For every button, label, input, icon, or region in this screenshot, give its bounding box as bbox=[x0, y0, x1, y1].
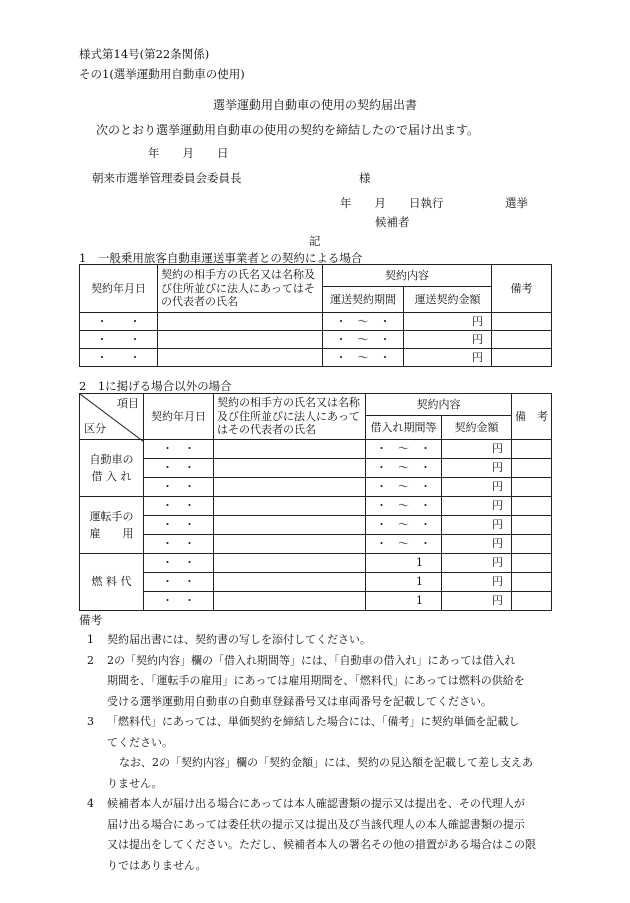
s2-col-note: 備 考 bbox=[512, 394, 552, 440]
s2-period-cell[interactable]: ・ ～ ・ bbox=[366, 535, 442, 554]
table-row bbox=[80, 331, 552, 349]
s2-date-cell[interactable]: ・ ・ bbox=[144, 478, 214, 497]
table-row bbox=[80, 313, 552, 331]
s2-note-cell[interactable] bbox=[512, 478, 552, 497]
note-3: 3 「燃料代」にあっては、単価契約を締結した場合には、「備考」に契約単価を記載し てください。 なお、2の「契約内容」欄の「契約金額」には、契約の見込額を記載して差し支えあ りません。 bbox=[87, 715, 533, 790]
note-1: 1 契約届出書には、契約書の写しを添付してください。 bbox=[87, 633, 371, 646]
page-title: 選挙運動用自動車の使用の契約届出書 bbox=[212, 98, 417, 112]
section2-heading: 2 1に掲げる場合以外の場合 bbox=[79, 379, 232, 393]
note-4: 4 候補者本人が届け出る場合にあっては本人確認書類の提示又は提出を、その代理人が 届け出る場合にあっては委任状の提示又は提出及び当該代理人の本人確認書類の提示 又は提出をしてください。ただし、候補者本人の署名その他の措置がある場合はこの限 りではありません。 bbox=[87, 797, 536, 872]
s2-date-cell[interactable]: ・ ・ bbox=[144, 535, 214, 554]
form-subtitle: その1(選挙運動用自動車の使用) bbox=[79, 67, 245, 81]
s1-date-cell[interactable]: ・ ・ bbox=[80, 331, 158, 349]
s2-amount-cell[interactable]: 円 bbox=[442, 573, 512, 592]
note-2: 2 2の「契約内容」欄の「借入れ期間等」には、「自動車の借入れ」にあっては借入れ 期間を、「運転手の雇用」にあっては雇用期間を、「燃料代」にあっては燃料の供給を 受ける選挙運動用自動車の自動車登録番号又は車両番号を記載してください。 bbox=[87, 653, 525, 708]
s1-amount-cell[interactable]: 円 bbox=[404, 331, 492, 349]
s1-col-note: 備考 bbox=[492, 265, 552, 313]
s1-amount-cell[interactable]: 円 bbox=[404, 313, 492, 331]
s2-amount-cell[interactable]: 円 bbox=[442, 440, 512, 459]
s2-col-period: 借入れ期間等 bbox=[366, 416, 442, 440]
table-row bbox=[80, 573, 552, 592]
s2-amount-cell[interactable]: 円 bbox=[442, 554, 512, 573]
honorific: 様 bbox=[359, 171, 371, 185]
s2-note-cell[interactable] bbox=[512, 516, 552, 535]
table-row bbox=[80, 478, 552, 497]
s2-period-cell[interactable]: ・ ～ ・ bbox=[366, 459, 442, 478]
form-number: 様式第14号(第22条関係) bbox=[79, 47, 210, 61]
submission-date: 年 月 日 bbox=[148, 146, 229, 160]
table-row bbox=[80, 459, 552, 478]
table-row bbox=[80, 497, 552, 516]
s2-date-cell[interactable]: ・ ・ bbox=[144, 516, 214, 535]
s1-col-content: 契約内容 bbox=[323, 265, 492, 287]
election-label: 選挙 bbox=[505, 196, 528, 210]
s2-date-cell[interactable]: ・ ・ bbox=[144, 497, 214, 516]
section1-heading: 1 一般乗用旅客自動車運送事業者との契約による場合 bbox=[79, 251, 363, 265]
s1-col-party: 契約の相手方の氏名又は名称及び住所並びに法人にあってはその代表者の氏名 bbox=[158, 265, 323, 313]
s2-date-cell[interactable]: ・ ・ bbox=[144, 573, 214, 592]
s2-amount-cell[interactable]: 円 bbox=[442, 535, 512, 554]
s2-party-cell[interactable] bbox=[214, 535, 366, 554]
s1-col-period: 運送契約期間 bbox=[323, 287, 404, 313]
s2-amount-cell[interactable]: 円 bbox=[442, 459, 512, 478]
s2-party-cell[interactable] bbox=[214, 459, 366, 478]
s2-note-cell[interactable] bbox=[512, 535, 552, 554]
s2-date-cell[interactable]: ・ ・ bbox=[144, 440, 214, 459]
s1-note-cell[interactable] bbox=[492, 331, 552, 349]
s2-party-cell[interactable] bbox=[214, 592, 366, 611]
s2-period-cell[interactable]: ・ ～ ・ bbox=[366, 516, 442, 535]
s2-col-date: 契約年月日 bbox=[144, 394, 214, 440]
s2-date-cell[interactable]: ・ ・ bbox=[144, 592, 214, 611]
s2-note-cell[interactable] bbox=[512, 440, 552, 459]
s2-period-cell[interactable]: ・ ～ ・ bbox=[366, 478, 442, 497]
table-row bbox=[80, 440, 552, 459]
s2-note-cell[interactable] bbox=[512, 554, 552, 573]
group-label-driver-employment: 運転手の 雇 用 bbox=[80, 497, 144, 554]
s2-col-content: 契約内容 bbox=[366, 394, 512, 416]
s2-amount-cell[interactable]: 円 bbox=[442, 592, 512, 611]
s1-party-cell[interactable] bbox=[158, 349, 323, 367]
election-date: 年 月 日執行 bbox=[340, 196, 444, 210]
s2-period-cell[interactable]: ・ ～ ・ bbox=[366, 497, 442, 516]
s1-date-cell[interactable]: ・ ・ bbox=[80, 349, 158, 367]
s2-period-cell[interactable]: 1 bbox=[366, 554, 442, 573]
lead-text: 次のとおり選挙運動用自動車の使用の契約を締結したので届け出ます。 bbox=[96, 123, 480, 137]
notes-heading: 備考 bbox=[79, 613, 102, 627]
s1-note-cell[interactable] bbox=[492, 349, 552, 367]
s2-note-cell[interactable] bbox=[512, 573, 552, 592]
candidate-label: 候補者 bbox=[375, 215, 410, 229]
table-row bbox=[80, 535, 552, 554]
s2-col-party: 契約の相手方の氏名又は名称及び住所並びに法人にあってはその代表者の氏名 bbox=[214, 394, 366, 440]
s2-date-cell[interactable]: ・ ・ bbox=[144, 554, 214, 573]
s1-party-cell[interactable] bbox=[158, 313, 323, 331]
s2-col-item: 項目 bbox=[117, 397, 139, 410]
s2-party-cell[interactable] bbox=[214, 516, 366, 535]
s2-party-cell[interactable] bbox=[214, 478, 366, 497]
ki-label: 記 bbox=[309, 234, 321, 248]
s2-amount-cell[interactable]: 円 bbox=[442, 497, 512, 516]
s1-party-cell[interactable] bbox=[158, 331, 323, 349]
s1-col-date: 契約年月日 bbox=[80, 265, 158, 313]
addressee: 朝来市選挙管理委員会委員長 bbox=[92, 171, 242, 185]
s1-date-cell[interactable]: ・ ・ bbox=[80, 313, 158, 331]
s2-corner-cell bbox=[80, 394, 144, 440]
s2-party-cell[interactable] bbox=[214, 573, 366, 592]
table-row bbox=[80, 516, 552, 535]
s2-period-cell[interactable]: 1 bbox=[366, 573, 442, 592]
s2-party-cell[interactable] bbox=[214, 440, 366, 459]
s2-date-cell[interactable]: ・ ・ bbox=[144, 459, 214, 478]
notes-body bbox=[79, 630, 559, 876]
s2-note-cell[interactable] bbox=[512, 592, 552, 611]
table-row bbox=[80, 554, 552, 573]
s2-period-cell[interactable]: ・ ～ ・ bbox=[366, 440, 442, 459]
s2-note-cell[interactable] bbox=[512, 459, 552, 478]
section1-table bbox=[79, 264, 552, 367]
s1-period-cell[interactable]: ・ ～ ・ bbox=[323, 349, 404, 367]
s1-note-cell[interactable] bbox=[492, 313, 552, 331]
s2-amount-cell[interactable]: 円 bbox=[442, 516, 512, 535]
table-row bbox=[80, 592, 552, 611]
table-row bbox=[80, 349, 552, 367]
s2-note-cell[interactable] bbox=[512, 497, 552, 516]
s2-col-amount: 契約金額 bbox=[442, 416, 512, 440]
group-label-car-rental: 自動車の 借 入 れ bbox=[80, 440, 144, 497]
s1-period-cell[interactable]: ・ ～ ・ bbox=[323, 313, 404, 331]
section2-table bbox=[79, 393, 552, 611]
s2-period-cell[interactable]: 1 bbox=[366, 592, 442, 611]
s1-col-amount: 運送契約金額 bbox=[404, 287, 492, 313]
s2-col-kubun: 区分 bbox=[84, 422, 106, 436]
s2-party-cell[interactable] bbox=[214, 554, 366, 573]
group-label-fuel: 燃 料 代 bbox=[80, 554, 144, 611]
s1-amount-cell[interactable]: 円 bbox=[404, 349, 492, 367]
s1-period-cell[interactable]: ・ ～ ・ bbox=[323, 331, 404, 349]
s2-party-cell[interactable] bbox=[214, 497, 366, 516]
s2-amount-cell[interactable]: 円 bbox=[442, 478, 512, 497]
